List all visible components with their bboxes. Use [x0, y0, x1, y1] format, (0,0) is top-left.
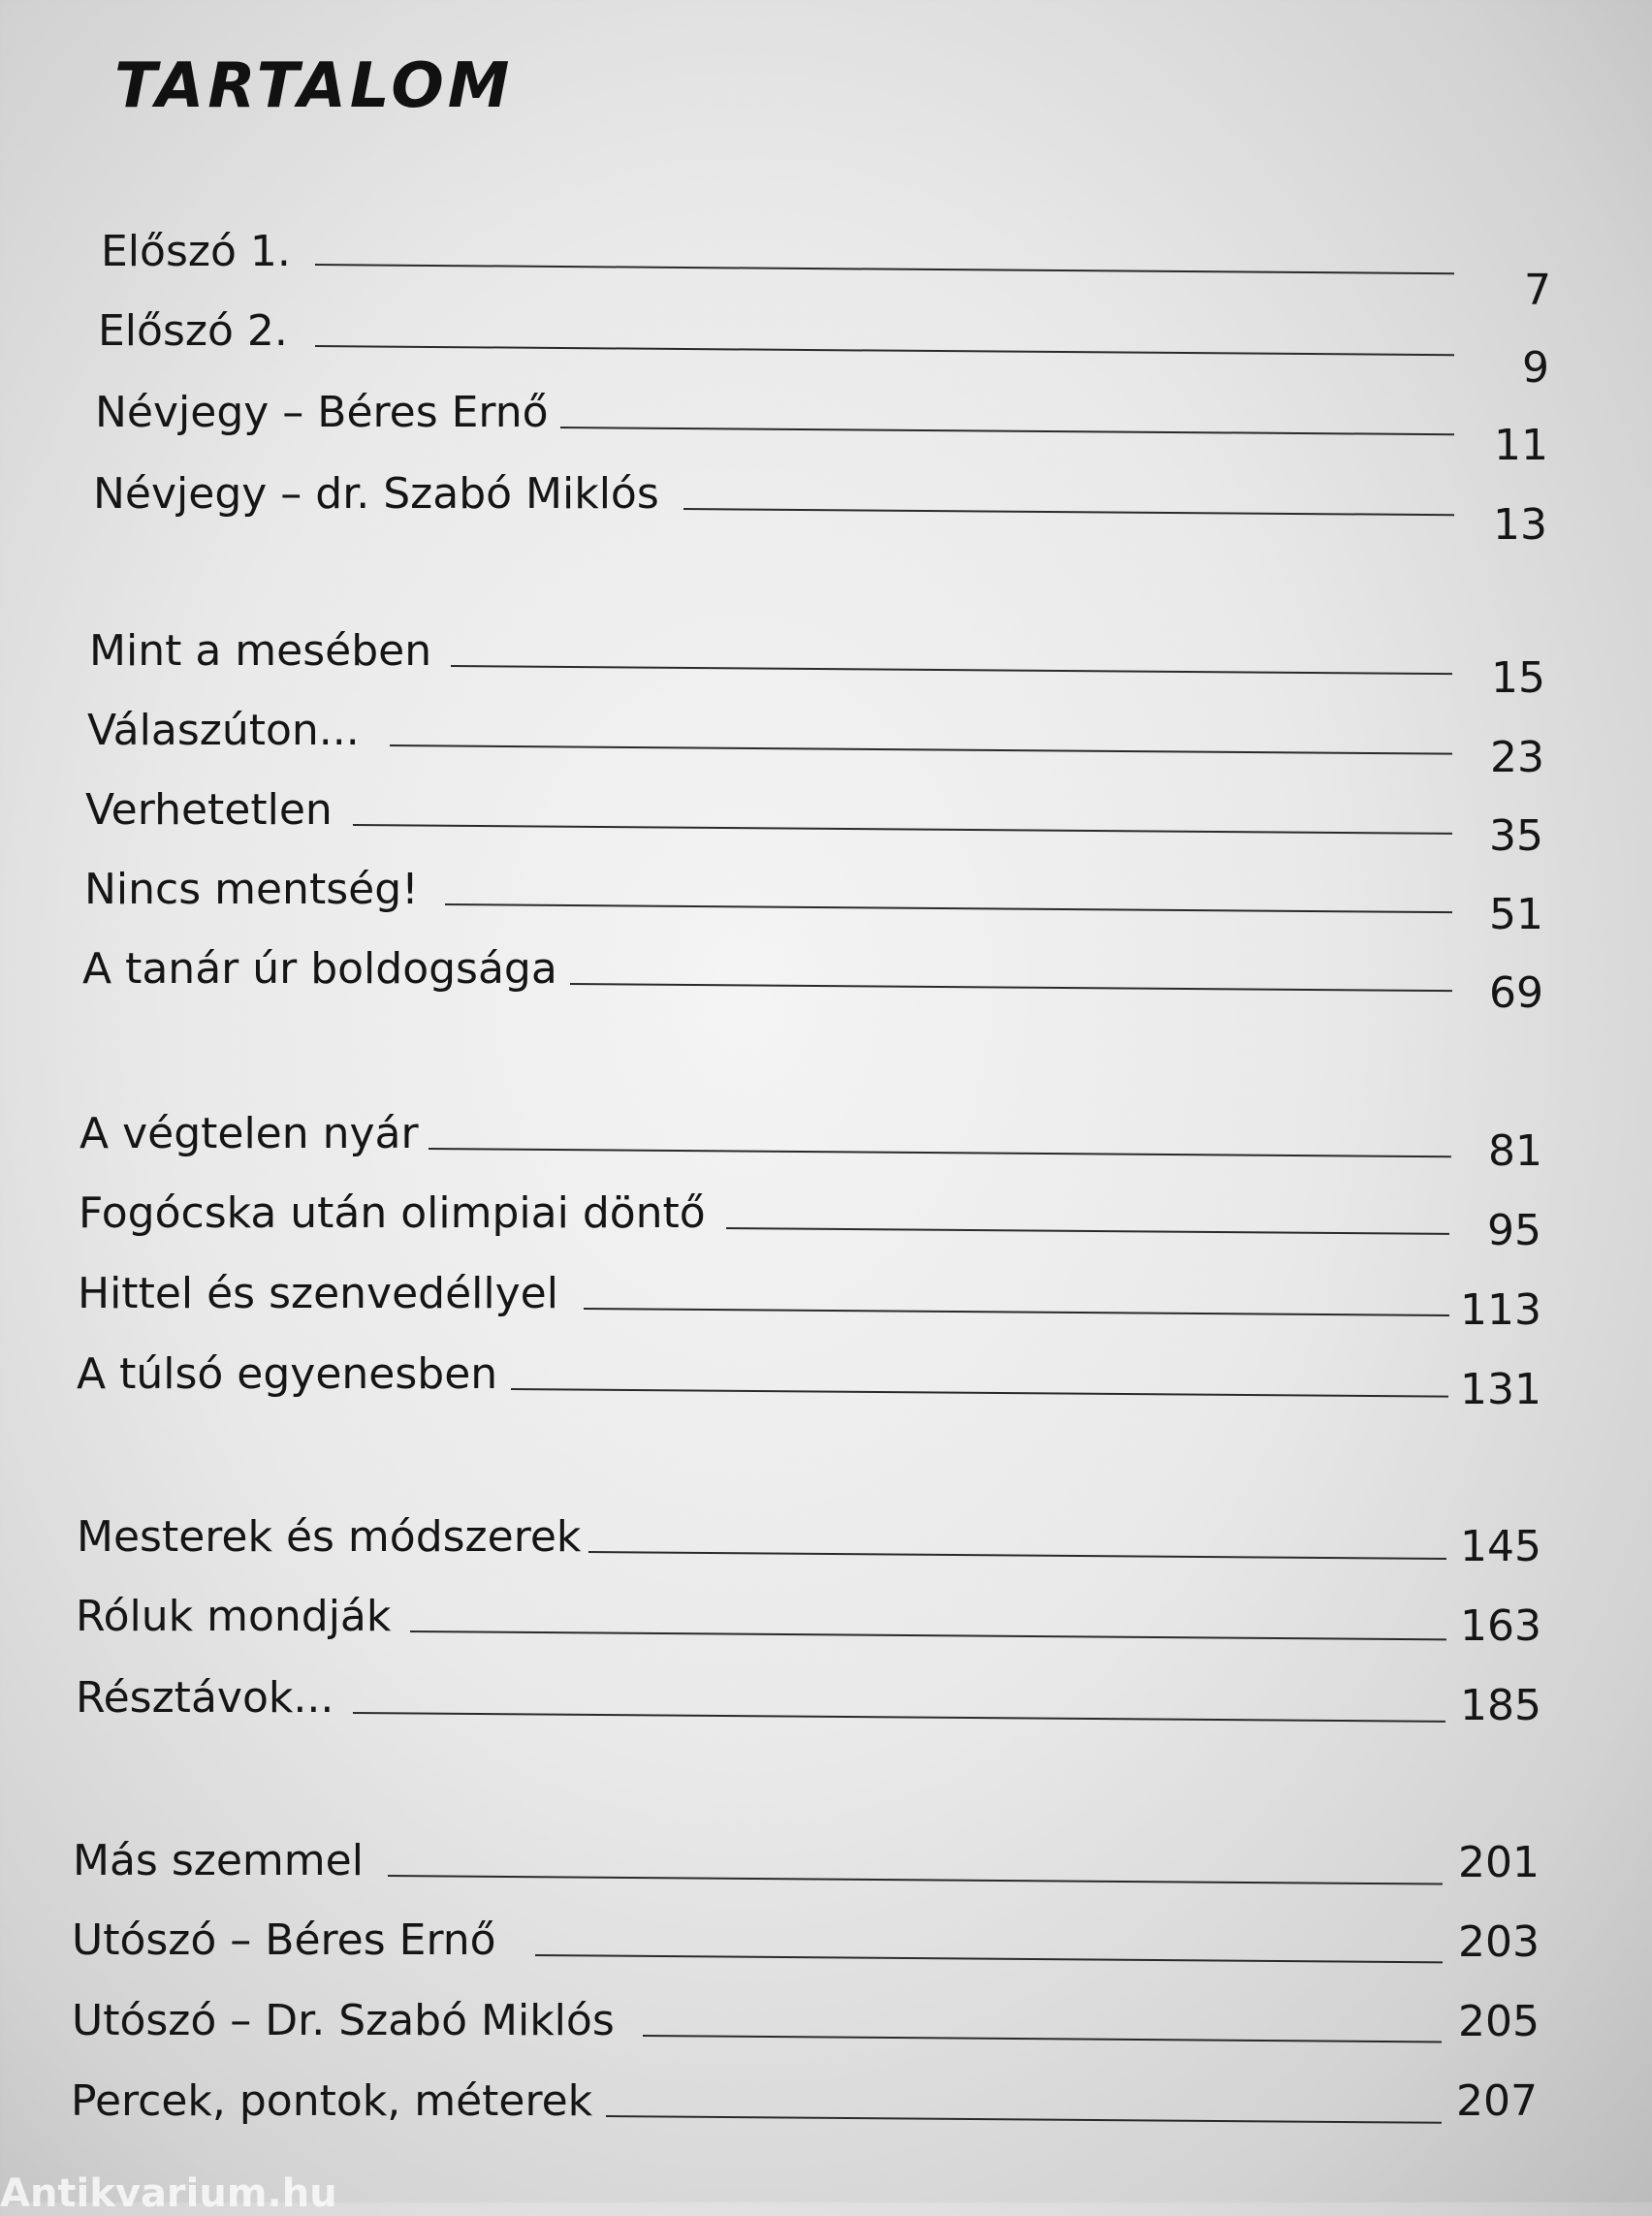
toc-entry-page-number: 207	[1456, 2076, 1538, 2126]
toc-entry-page-number: 81	[1488, 1126, 1542, 1176]
toc-entry-title: Mint a mesében	[89, 626, 432, 676]
toc-entry-page-number: 13	[1493, 500, 1547, 550]
toc-leader-line	[445, 903, 1452, 913]
toc-entry-page-number: 69	[1489, 968, 1543, 1018]
toc-entry-title: A végtelen nyár	[79, 1109, 419, 1158]
toc-entry-title: Előszó 1.	[101, 227, 291, 276]
toc-leader-line	[511, 1388, 1448, 1398]
toc-entry-title: Fogócska után olimpiai döntő	[79, 1188, 706, 1238]
toc-leader-line	[353, 824, 1452, 835]
toc-entry-page-number: 7	[1524, 266, 1551, 315]
toc-entry-title: Hittel és szenvedéllyel	[78, 1269, 558, 1318]
toc-entry-page-number: 113	[1460, 1285, 1541, 1335]
toc-entry-page-number: 205	[1458, 1997, 1540, 2046]
toc-entry-page-number: 9	[1522, 343, 1549, 393]
toc-leader-line	[410, 1630, 1446, 1640]
toc-leader-line	[570, 983, 1452, 992]
toc-leader-line	[315, 345, 1454, 356]
toc-entry-title: A tanár úr boldogsága	[82, 944, 557, 994]
toc-entry-title: Más szemmel	[73, 1836, 364, 1885]
toc-entry-page-number: 15	[1491, 653, 1545, 703]
toc-entry-page-number: 23	[1490, 733, 1544, 782]
toc-leader-line	[535, 1954, 1443, 1963]
toc-leader-line	[390, 744, 1452, 755]
toc-entry-title: Nincs mentség!	[84, 865, 419, 914]
toc-entry-page-number: 51	[1489, 890, 1543, 939]
toc-entry-title: Percek, pontok, méterek	[71, 2076, 593, 2126]
toc-entry-page-number: 201	[1458, 1838, 1540, 1887]
toc-leader-line	[588, 1551, 1446, 1560]
toc-entry-title: Résztávok...	[76, 1673, 334, 1723]
toc-entry-page-number: 163	[1460, 1601, 1541, 1651]
watermark: Antikvarium.hu	[0, 2171, 337, 2216]
toc-leader-line	[560, 427, 1454, 435]
toc-entry-page-number: 185	[1460, 1681, 1541, 1730]
toc-entry-page-number: 131	[1460, 1365, 1541, 1414]
toc-entry-title: Róluk mondják	[76, 1592, 392, 1641]
toc-leader-line	[353, 1712, 1446, 1723]
toc-entry-page-number: 11	[1494, 421, 1548, 470]
toc-entry-title: Válaszúton...	[87, 706, 360, 755]
toc-leader-line	[451, 665, 1452, 675]
toc-leader-line	[388, 1875, 1443, 1885]
toc-leader-line	[643, 2035, 1442, 2042]
toc-entry-title: A túlsó egyenesben	[77, 1349, 498, 1399]
toc-entry-title: Mesterek és módszerek	[77, 1512, 582, 1562]
toc-entry-page-number: 145	[1460, 1522, 1541, 1571]
toc-entry-title: Verhetetlen	[85, 785, 333, 835]
toc-entry-title: Utószó – Dr. Szabó Miklós	[72, 1996, 615, 2045]
toc-entry-title: Előszó 2.	[98, 306, 288, 356]
toc-leader-line	[606, 2115, 1442, 2124]
toc-leader-line	[584, 1308, 1449, 1316]
page-title: TARTALOM	[114, 50, 514, 122]
toc-entry-page-number: 95	[1487, 1206, 1541, 1255]
toc-leader-line	[429, 1148, 1451, 1157]
toc-leader-line	[726, 1227, 1449, 1235]
toc-leader-line	[683, 508, 1454, 516]
toc-entry-page-number: 35	[1489, 811, 1543, 861]
toc-entry-page-number: 203	[1458, 1917, 1540, 1967]
toc-leader-line	[315, 264, 1454, 274]
toc-entry-title: Névjegy – Béres Ernő	[95, 388, 549, 437]
toc-entry-title: Utószó – Béres Ernő	[72, 1915, 496, 1965]
toc-entry-title: Névjegy – dr. Szabó Miklós	[93, 469, 659, 519]
